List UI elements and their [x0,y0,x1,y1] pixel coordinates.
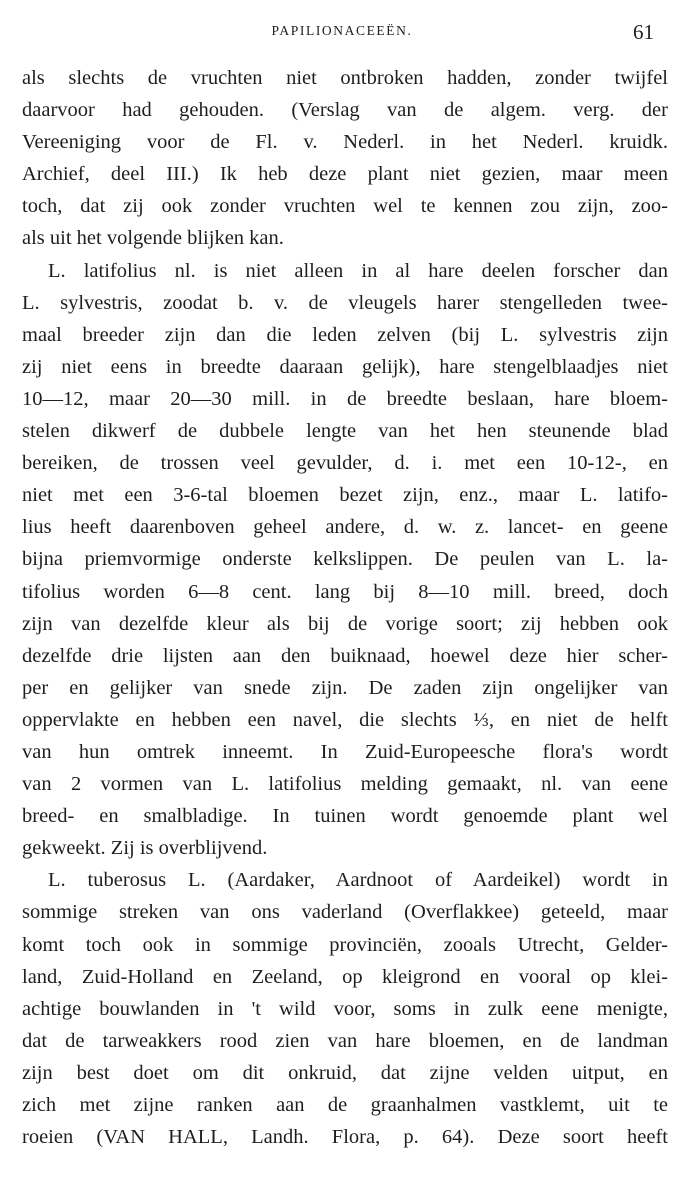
text-line: komt toch ook in sommige provinciën, zooals Utrecht, Gelder- [22,933,668,956]
text-line: toch, dat zij ook zonder vruchten wel te kennen zou zijn, zoo- [22,195,668,218]
text-line: roeien (VAN HALL, Landh. Flora, p. 64). Deze soort heeft [22,1126,668,1149]
running-title: PAPILIONACEEËN. [271,23,413,38]
text-line: van hun omtrek inneemt. In Zuid-Europeesche flora's wordt [22,740,668,763]
text-line: daarvoor had gehouden. (Verslag van de algem. verg. der [22,99,668,122]
text-line: van 2 vormen van L. latifolius melding gemaakt, nl. van eene [22,773,668,796]
text-line: zijn van dezelfde kleur als bij de vorige soort; zij hebben ook [22,612,668,635]
text-line: zij niet eens in breedte daaraan gelijk), hare stengelblaadjes niet [22,355,668,378]
running-header [22,20,662,44]
text-line: gekweekt. Zij is overblijvend. [22,837,268,860]
text-line: dezelfde drie lijsten aan den buiknaad, hoewel deze hier scher- [22,644,668,667]
text-line: L. sylvestris, zoodat b. v. de vleugels harer stengelleden twee- [22,291,668,314]
text-line: L. tuberosus L. (Aardaker, Aardnoot of Aardeikel) wordt in [48,869,668,892]
text-line: niet met een 3-6-tal bloemen bezet zijn, enz., maar L. latifo- [22,484,668,507]
text-line: stelen dikwerf de dubbele lengte van het hen steunende blad [22,420,668,443]
text-line: zich met zijne ranken aan de graanhalmen vastklemt, uit te [22,1094,668,1116]
text-line: Archief, deel III.) Ik heb deze plant niet gezien, maar meen [22,163,668,186]
page-number: 61 [633,20,654,44]
text-line: zijn best doet om dit onkruid, dat zijne velden uitput, en [22,1061,668,1084]
text-line: als uit het volgende blijken kan. [22,227,284,250]
text-line: land, Zuid-Holland en Zeeland, op kleigrond en vooral op klei- [22,965,668,988]
text-line: oppervlakte en hebben een navel, die slechts ⅓, en niet de helft [22,708,668,731]
text-line: dat de tarweakkers rood zien van hare bloemen, en de landman [22,1029,668,1052]
text-line: achtige bouwlanden in 't wild voor, soms in zulk eene menigte, [22,997,668,1020]
text-line: sommige streken van ons vaderland (Overflakkee) geteeld, maar [22,901,668,924]
text-line: tifolius worden 6—8 cent. lang bij 8—10 mill. breed, doch [22,580,668,603]
text-line: breed- en smalbladige. In tuinen wordt genoemde plant wel [22,805,668,828]
text-line: als slechts de vruchten niet ontbroken hadden, zonder twijfel [22,67,668,89]
text-line: per en gelijker van snede zijn. De zaden zijn ongelijker van [22,676,668,699]
text-line: 10—12, maar 20—30 mill. in de breedte beslaan, hare bloem- [22,387,668,410]
text-line: maal breeder zijn dan die leden zelven (bij L. sylvestris zijn [22,323,668,346]
text-line: bereiken, de trossen veel gevulder, d. i. met een 10-12-, en [22,452,668,475]
text-line: L. latifolius nl. is niet alleen in al hare deelen forscher dan [48,259,668,282]
body-text [22,62,668,1153]
text-line: bijna priemvormige onderste kelkslippen. De peulen van L. la- [22,548,668,571]
text-line: Vereeniging voor de Fl. v. Nederl. in het Nederl. kruidk. [22,131,668,154]
text-line: lius heeft daarenboven geheel andere, d. w. z. lancet- en geene [22,516,668,539]
